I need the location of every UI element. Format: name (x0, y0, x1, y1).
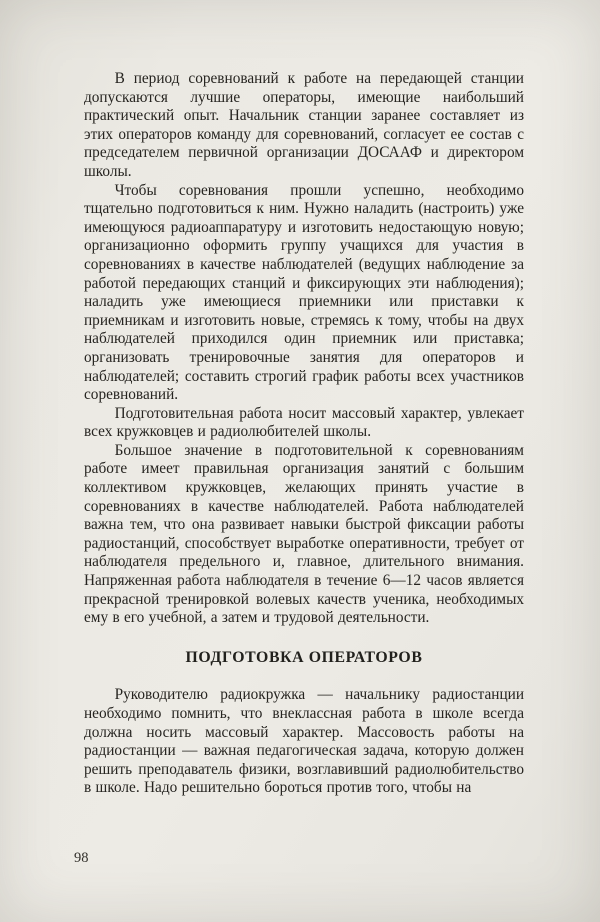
section-heading: ПОДГОТОВКА ОПЕРАТОРОВ (185, 648, 423, 666)
paragraph: Подготовительная работа носит массовый характер, увлекает всех кружковцев и радиолюбителей школы. (84, 404, 524, 441)
paragraph: Руководителю радиокружка — начальнику радиостанции необходимо помнить, что внеклассная работа в школе всегда должна носить массовый характер. Массовость работы на радиостанции — важная педагогическая задача, которую должен решить преподаватель физики, возглавивший радиолюбительство в школе. Надо решительно бороться против того, чтобы на (84, 686, 524, 797)
page-text-block (84, 70, 524, 798)
paragraph: Большое значение в подготовительной к соревнованиям работе имеет правильная организация занятий с большим коллективом кружковцев, желающих принять участие в соревнованиях в качестве наблюдателей. Работа наблюдателей важна тем, что она развивает навыки быстрой фиксации работы радиостанций, способствует выработке оперативности, требует от наблюдателя предельного и, главное, длительного внимания. Напряженная работа наблюдателя в течение 6—12 часов является прекрасной тренировкой волевых качеств ученика, необходимых ему в его учебной, а затем и трудовой деятельности. (84, 441, 524, 627)
paragraph: Чтобы соревнования прошли успешно, необходимо тщательно подготовиться к ним. Нужно наладить (настроить) уже имеющуюся радиоаппаратуру и изготовить недостающую новую; организационно оформить группу учащихся для участия в соревнованиях в качестве наблюдателей (ведущих наблюдение за работой передающих станций и фиксирующих эти наблюдения); наладить уже имеющиеся приемники или приставки к приемникам и изготовить новые, стремясь к тому, чтобы на двух наблюдателей приходился один приемник или приставка; организовать тренировочные занятия для операторов и наблюдателей; составить строгий график работы всех участников соревнований. (84, 181, 524, 404)
paragraph: В период соревнований к работе на передающей станции допускаются лучшие операторы, имеющие наибольший практический опыт. Начальник станции заранее составляет из этих операторов команду для соревнований, согласует ее состав с председателем первичной организации ДОСААФ и директором школы. (84, 70, 524, 180)
page-number: 98 (74, 850, 89, 866)
